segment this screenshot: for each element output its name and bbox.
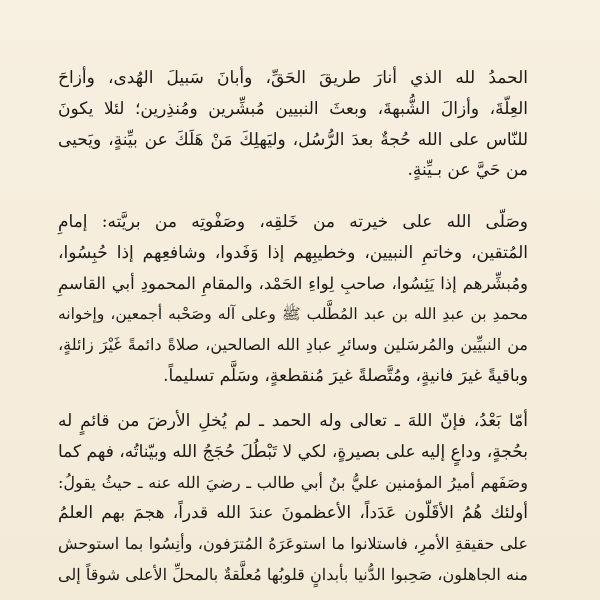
paragraph-amma-baad — [58, 406, 528, 591]
text-line: من النبيِّين والمُرسَلين وسائرِ عبادِ الله الصالحين، صلاةً دائمةً غَيْرَ زائلةٍ، — [58, 335, 528, 355]
text-line: للنّاس على الله حُجةٌ بعدَ الرُّسُل، وليَهلِكَ مَنْ هَلَكَ عن بيِّنةٍ، ويَحيى — [58, 129, 528, 150]
paragraph-blessing — [58, 207, 528, 392]
text-line: المُتقين، وخاتمِ النبيين، وخطيبِهم إذا وَفَدوا، وشافعِهم إذا حُبِسُوا، — [58, 242, 528, 263]
text-line: العِلّةَ، وأزالَ الشُّبهةَ، وبعثَ النبيين مُبشِّرين ومُنذِرين؛ لئلا يكونَ — [58, 98, 528, 119]
text-line: محمدِ بن عبدِ الله بن عبد المُطَّلب ﷺ وعلى آله وصَحْبه أجمعين، وإخوانه — [58, 305, 528, 324]
text-line: منه الجاهلون، صَحِبوا الدُّنيا بأبدانٍ قلوبُها مُعلَّقةٌ بالمحلِّ الأعلى شوقاً إلى — [58, 564, 528, 584]
text-line: أولئك هُمُ الأقَلّون عَدَداً، الأعظمونَ عندَ الله قدراً، هجمَ بهم العلمُ — [58, 503, 528, 524]
text-line: على حقيقةِ الأمرِ، فاستلانوا ما استوعَرَهُ المُترَفون، وأنِسُوا بما استوحش — [58, 534, 528, 554]
text-line: الحمدُ لله الذي أنارَ طريقَ الحَقِّ، وأبانَ سَبيلَ الهُدى، وأزاحَ — [58, 68, 528, 88]
text-line: وصَلّى الله على خيرته من خَلقِه، وصَفْوتِه من بريَّته: إمامِ — [58, 212, 528, 232]
text-line: ومُبشِّرهم إذا يَئِسُوا، صاحبِ لِواءِ الحَمْد، والمقامِ المحمودِ أبي القاسمِ — [58, 273, 528, 293]
text-line: وباقيةً غيرَ فانيةٍ، ومُتَّصلةً غيرَ مُنقطعةٍ، وسَلَّم تسليماً. — [163, 365, 528, 386]
text-line: وصَفَهم أميرُ المؤمنين عليُّ بنُ أبي طالب ـ رضيَ الله عنه ـ حيثُ يقولُ: — [58, 472, 528, 492]
text-line: أمّا بَعْدُ، فإنّ اللهَ ـ تعالى وله الحمد ـ لم يُخلِ الأرضَ من قائمٍ له — [58, 411, 528, 431]
paragraph-praise — [58, 63, 528, 186]
text-line: من حَيَّ عن بـيِّنةٍ. — [407, 160, 528, 181]
text-line: بحُجةٍ، وداعٍ إليه على بصيرةٍ، لكي لا تَبْطُلَ حُجَجُ الله وبيّناتُه، فهم كما — [58, 441, 528, 462]
